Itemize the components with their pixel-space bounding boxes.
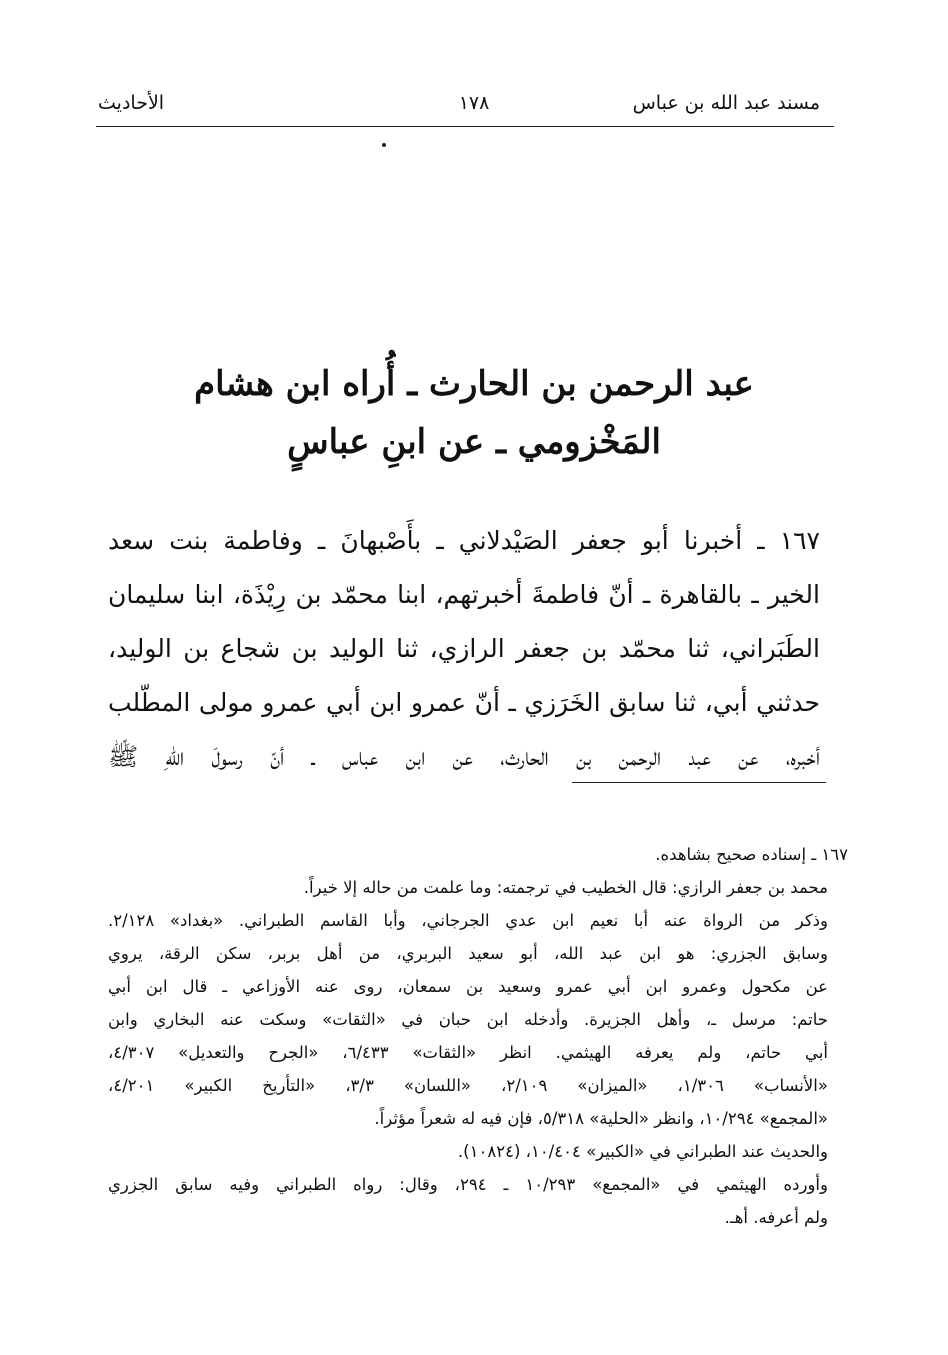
- footnote-separator: [572, 782, 826, 783]
- footnote-line: «المجمع» ١٠/٢٩٤، وانظر «الحلية» ٥/٣١٨، فإن فيه له شعراً مؤثراً.: [374, 1109, 828, 1128]
- hadith-line: الطَبَراني، ثنا محمّد بن جعفر الرازي، ثنا الوليد بن شجاع بن الوليد،: [108, 634, 820, 663]
- hadith-line: الخير ـ بالقاهرة ـ أنّ فاطمةَ أخبرتهم، ابنا محمّد بن رِيْذَة، ابنا سليمان: [108, 580, 820, 609]
- footnote-line: وسابق الجزري: هو ابن عبد الله، أبو سعيد البربري، من أهل بربر، سكن الرقة، يروي: [108, 944, 828, 963]
- footnote-line: وذكر من الرواة عنه أبا نعيم ابن عدي الجرجاني، وأبا القاسم الطبراني. «بغداد» ٢/١٢٨.: [108, 911, 828, 930]
- chapter-title-line-2: المَخْزومي ـ عن ابنِ عباسٍ: [287, 422, 661, 462]
- footnotes: [108, 838, 848, 1234]
- footnote-line: وأورده الهيثمي في «المجمع» ١٠/٢٩٣ ـ ٢٩٤، وقال: رواه الطبراني وفيه سابق الجزري: [108, 1175, 828, 1194]
- footnote-line: حاتم: مرسل ـ، وأهل الجزيرة. وأدخله ابن حبان في «الثقات» وسكت عنه البخاري وابن: [108, 1010, 828, 1029]
- hadith-text: [108, 514, 820, 784]
- footnote-line: ولم أعرفه. أهـ.: [724, 1208, 828, 1227]
- footnote-line: محمد بن جعفر الرازي: قال الخطيب في ترجمته: وما علمت من حاله إلا خيراً.: [303, 878, 828, 897]
- header-dot-mark: [382, 143, 386, 147]
- header-rule: [96, 126, 834, 127]
- hadith-line: ١٦٧ ـ أخبرنا أبو جعفر الصَيْدلاني ـ بأَصْبهانَ ـ وفاطمة بنت سعد: [108, 526, 820, 555]
- hadith-line: أخبره، عن عبد الرحمن بن الحارث، عن ابن عباس ـ أنّ رسولَ اللّهِ ﷺ: [108, 742, 820, 771]
- footnote-line: «الأنساب» ١/٣٠٦، «الميزان» ٢/١٠٩، «اللسان» ٣/٣، «التأريخ الكبير» ٤/٢٠١،: [108, 1076, 828, 1095]
- footnote-line: عن مكحول وعمرو ابن أبي عمرو وسعيد بن سمعان، روى عنه الأوزاعي ـ قال ابن أبي: [108, 977, 828, 996]
- running-header-book-title: مسند عبد الله بن عباس: [632, 92, 820, 114]
- chapter-title-line-1: عبد الرحمن بن الحارث ـ أُراه ابن هشام: [194, 364, 754, 404]
- running-header-section: الأحاديث: [98, 92, 165, 114]
- page-number: ١٧٨: [458, 92, 490, 114]
- footnote-line: والحديث عند الطبراني في «الكبير» ١٠/٤٠٤، (١٠٨٢٤).: [457, 1142, 828, 1161]
- footnote-line: ١٦٧ ـ إسناده صحيح بشاهده.: [655, 845, 848, 864]
- hadith-line: حدثني أبي، ثنا سابق الخَرَزي ـ أنّ عمرو ابن أبي عمرو مولى المطّلب: [108, 688, 820, 717]
- footnote-line: أبي حاتم، ولم يعرفه الهيثمي. انظر «الثقات» ٦/٤٣٣، «الجرح والتعديل» ٤/٣٠٧،: [108, 1043, 828, 1062]
